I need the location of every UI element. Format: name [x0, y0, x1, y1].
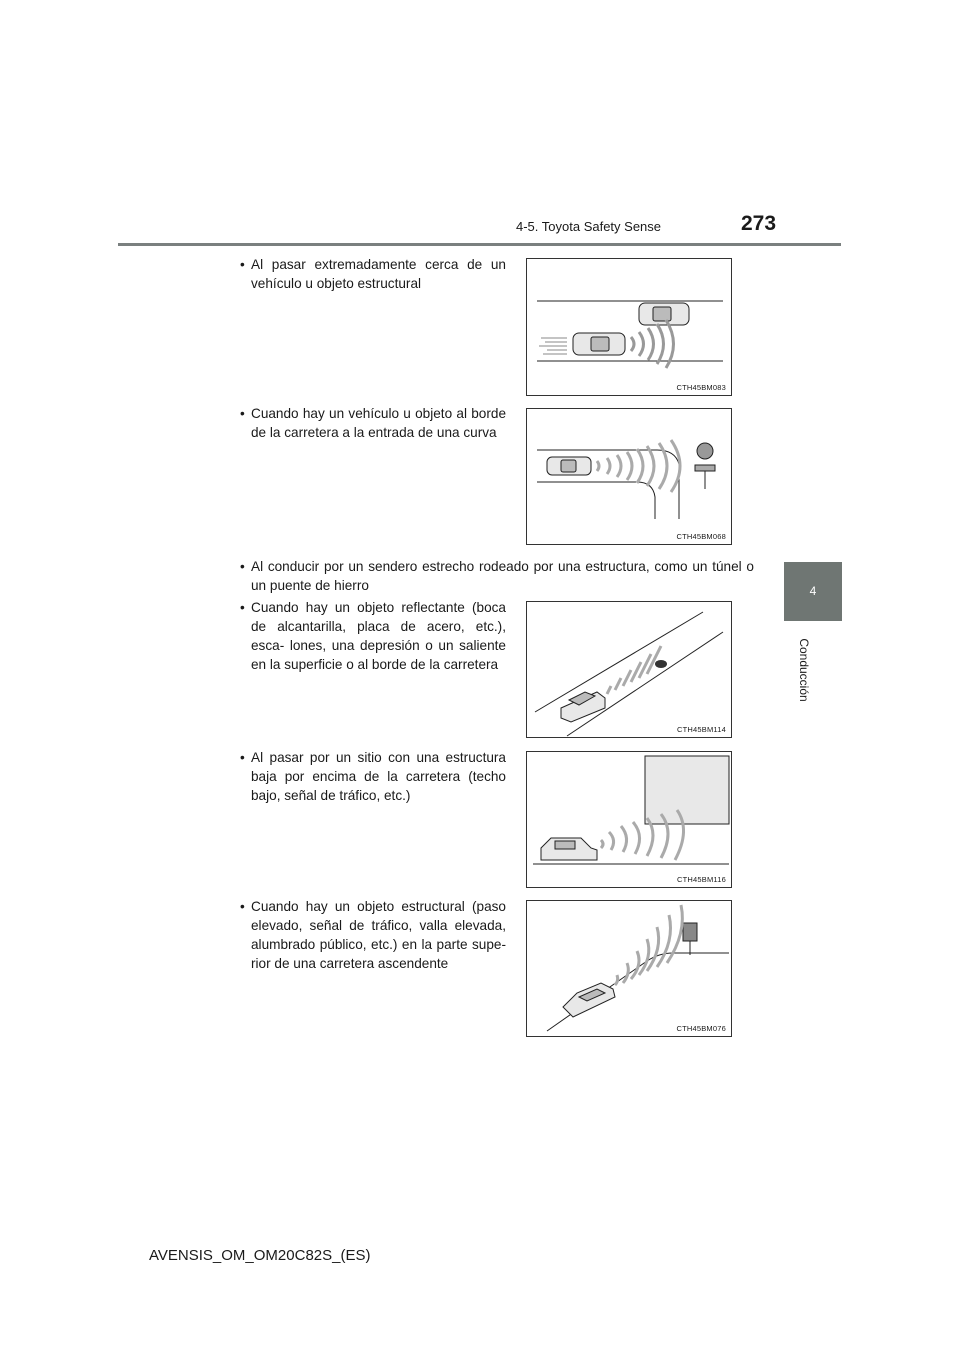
manhole-icon [655, 660, 667, 668]
illustration [527, 752, 733, 889]
illustration [527, 259, 733, 397]
car-icon [541, 838, 597, 860]
bullet: • [240, 257, 245, 272]
item-text: Al conducir por un sendero estrecho rodeado por una estructura, como un túnel o un puente de hierro [251, 559, 754, 593]
figure-code: CTH45BM068 [676, 532, 726, 541]
road-sign-icon [695, 443, 715, 489]
list-item [234, 897, 506, 973]
figure-curve-entrance [526, 408, 732, 545]
radar-waves-icon [615, 905, 682, 985]
list-item [234, 748, 506, 805]
item-text: Cuando hay un vehículo u objeto al borde de la carretera a la entrada de una curva [251, 406, 506, 440]
list-item [234, 255, 506, 293]
item-text: Cuando hay un objeto reflectante (boca de alcantarilla, placa de acero, etc.), esca- lones, una depresión o un saliente en la superficie o al borde de la carretera [251, 600, 506, 672]
car-ahead-icon [639, 303, 689, 325]
header-rule [118, 243, 841, 246]
car-icon [563, 983, 615, 1017]
header-section-title: 4-5. Toyota Safety Sense [516, 219, 662, 234]
item-text: Al pasar por un sitio con una estructura baja por encima de la carretera (techo bajo, señal de tráfico, etc.) [251, 750, 506, 803]
illustration [527, 901, 733, 1038]
page-number: 273 [741, 212, 777, 235]
figure-low-structure [526, 751, 732, 888]
figure-uphill-structure [526, 900, 732, 1037]
overhead-structure-icon [645, 756, 729, 824]
figure-code: CTH45BM116 [677, 875, 726, 884]
figure-passing-close [526, 258, 732, 396]
bullet: • [240, 899, 245, 914]
figure-reflective-object [526, 601, 732, 738]
item-text: Al pasar extremadamente cerca de un vehículo u objeto estructural [251, 257, 506, 291]
bullet: • [240, 559, 245, 574]
car-own-icon [573, 333, 625, 355]
bullet: • [240, 600, 245, 615]
chapter-tab[interactable]: 4 [784, 562, 842, 621]
car-icon [547, 457, 591, 475]
figure-code: CTH45BM083 [676, 383, 726, 392]
figure-code: CTH45BM114 [677, 725, 726, 734]
bullet: • [240, 406, 245, 421]
footer-document-id: AVENSIS_OM_OM20C82S_(ES) [149, 1247, 371, 1264]
list-item [234, 557, 754, 595]
list-item [234, 404, 506, 442]
list-item [234, 598, 506, 674]
chapter-side-label [797, 630, 811, 710]
bullet: • [240, 750, 245, 765]
chapter-title: Conducción [797, 638, 811, 702]
illustration [527, 602, 733, 739]
figure-code: CTH45BM076 [676, 1024, 726, 1033]
radar-waves-icon [597, 440, 680, 492]
item-text: Cuando hay un objeto estructural (paso elevado, señal de tráfico, valla elevada, alumbrado público, etc.) en la parte supe- rior de una carretera ascendente [251, 899, 506, 971]
road-sign-icon [683, 923, 697, 955]
illustration [527, 409, 733, 546]
car-icon [561, 692, 605, 722]
